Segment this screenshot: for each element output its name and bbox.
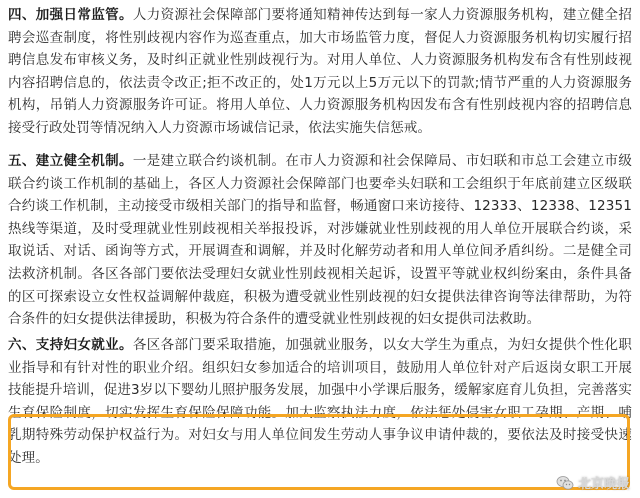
wechat-icon: [556, 474, 574, 492]
section-6: [8, 334, 632, 470]
section-5-body: 一是建立联合约谈机制。在市人力资源和社会保障局、市妇联和市总工会建立市级联合约谈工作机制的基础上，各区人力资源社会保障部门也要牵头妇联和工会组织于年底前建立区级联合约谈工作机制，主动接受市级相关部门的指导和监督，畅通窗口来访接待、12333、12338、12351热线等渠道，及时受理就业性别歧视相关举报投诉，对涉嫌就业性别歧视的用人单位开展联合约谈，采取说话、对话、函询等方式，开展调查和调解，并及时化解劳动者和用人单位间矛盾纠纷。二是健全司法救济机制。各区各部门要依法受理妇女就业性别歧视相关起诉，设置平等就业权纠纷案由，条件具备的区可探索设立女性权益调解仲裁庭，积极为遭受就业性别歧视的妇女提供法律咨询等法律帮助，为符合条件的妇女提供法律援助，积极为符合条件的遭受就业性别歧视的妇女提供司法救助。: [8, 153, 632, 328]
section-6-body: 各区各部门要采取措施，加强就业服务，以女大学生为重点，为妇女提供个性化职业指导和有针对性的职业介绍。组织妇女参加适合的培训项目，鼓励用人单位针对产后返岗女职工开展技能提升培训，促进3岁以下婴幼儿照护服务发展，加强中小学课后服务，缓解家庭育儿负担，完善落实生育保险制度，切实发挥生育保险保障功能。加大监察执法力度，依法惩处侵害女职工孕期、产期、哺乳期特殊劳动保护权益行为。对妇女与用人单位间发生劳动人事争议申请仲裁的，要依法及时接受快速处理。: [8, 337, 632, 466]
section-4: [8, 4, 632, 140]
watermark: [556, 473, 630, 492]
section-5: [8, 150, 632, 331]
section-5-heading: 五、建立健全机制。: [8, 153, 133, 169]
section-4-heading: 四、加强日常监管。: [8, 7, 133, 23]
section-6-heading: 六、支持妇女就业。: [8, 337, 133, 353]
watermark-text: 北京晚报: [577, 477, 630, 492]
section-4-body: 人力资源社会保障部门要将通知精神传达到每一家人力资源服务机构，建立健全招聘会巡查制度，将性别歧视内容作为巡查重点，加大市场监管力度，督促人力资源服务机构切实履行招聘信息发布审核义务，及时纠正就业性别歧视行为。对用人单位、人力资源服务机构发布含有性别歧视内容招聘信息的，依法责令改正;拒不改正的，处1万元以上5万元以下的罚款;情节严重的人力资源服务机构，吊销人力资源服务许可证。将用人单位、人力资源服务机构因发布含有性别歧视内容的招聘信息接受行政处罚等情况纳入人力资源市场诚信记录，依法实施失信惩戒。: [8, 7, 632, 136]
